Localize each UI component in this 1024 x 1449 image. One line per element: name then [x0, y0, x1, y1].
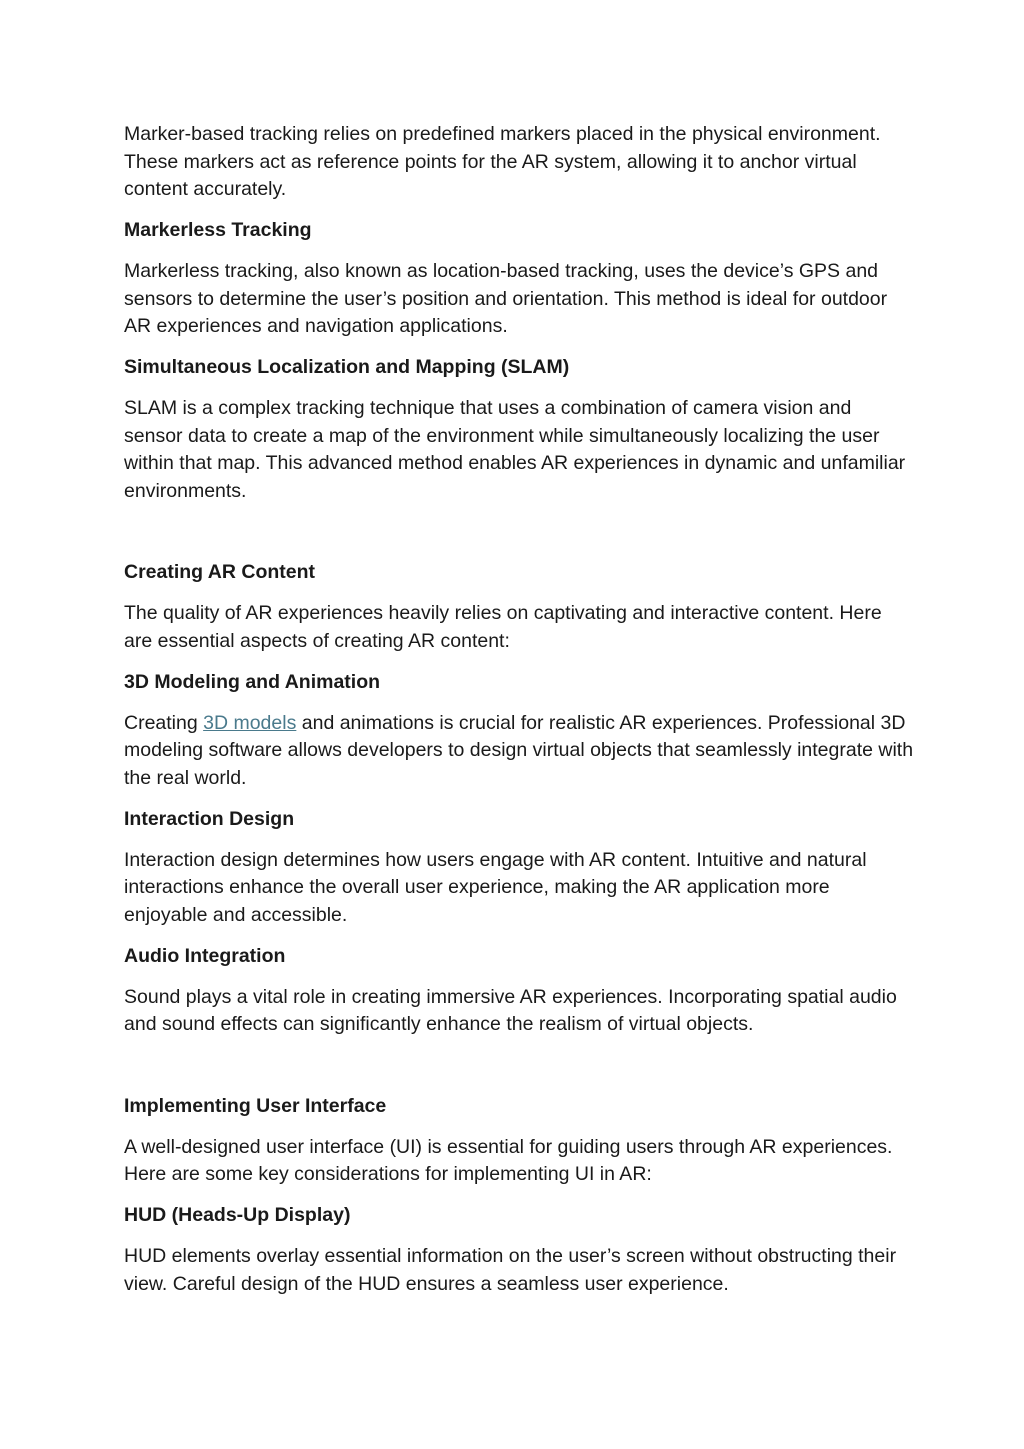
- modeling-paragraph: [124, 710, 914, 793]
- hud-heading: HUD (Heads-Up Display): [124, 1204, 351, 1226]
- audio-integration-paragraph: Sound plays a vital role in creating immersive AR experiences. Incorporating spatial audio and sound effects can significantly enhance the realism of virtual objects.: [124, 985, 897, 1035]
- document-page: [124, 121, 914, 1298]
- markerless-tracking-paragraph: Markerless tracking, also known as location-based tracking, uses the device’s GPS and sensors to determine the user’s position and orientation. This method is ideal for outdoor AR experiences and navigation applications.: [124, 260, 888, 337]
- audio-integration-heading: Audio Integration: [124, 944, 286, 967]
- implementing-ui-paragraph: A well-designed user interface (UI) is essential for guiding users through AR experiences. Here are some key considerations for implementing UI in AR:: [124, 1135, 893, 1185]
- modeling-text-before-link: Creating: [124, 711, 204, 734]
- slam-paragraph: SLAM is a complex tracking technique that uses a combination of camera vision and sensor data to create a map of the environment while simultaneously localizing the user within that map. This advanced method enables AR experiences in dynamic and unfamiliar environments.: [124, 397, 906, 502]
- modeling-heading: 3D Modeling and Animation: [124, 670, 381, 693]
- creating-ar-content-heading: Creating AR Content: [124, 561, 316, 583]
- interaction-design-heading: Interaction Design: [124, 807, 295, 830]
- modeling-text-after-link: and animations is crucial for realistic AR experiences. Professional 3D modeling software allows developers to design virtual objects that seamlessly integrate with the real world.: [124, 711, 914, 789]
- intro-paragraph: Marker-based tracking relies on predefined markers placed in the physical environment. These markers act as reference points for the AR system, allowing it to anchor virtual content accurately.: [124, 123, 881, 200]
- slam-heading: Simultaneous Localization and Mapping (SLAM): [124, 356, 570, 378]
- interaction-design-paragraph: Interaction design determines how users engage with AR content. Intuitive and natural interactions enhance the overall user experience, making the AR application more enjoyable and accessible.: [124, 848, 867, 926]
- markerless-tracking-heading: Markerless Tracking: [124, 219, 312, 241]
- hud-paragraph: HUD elements overlay essential information on the user’s screen without obstructing their view. Careful design of the HUD ensures a seamless user experience.: [124, 1245, 897, 1295]
- creating-ar-content-paragraph: The quality of AR experiences heavily relies on captivating and interactive content. Here are essential aspects of creating AR content:: [124, 602, 882, 652]
- 3d-models-link[interactable]: 3D models: [203, 711, 297, 734]
- implementing-ui-heading: Implementing User Interface: [124, 1094, 387, 1117]
